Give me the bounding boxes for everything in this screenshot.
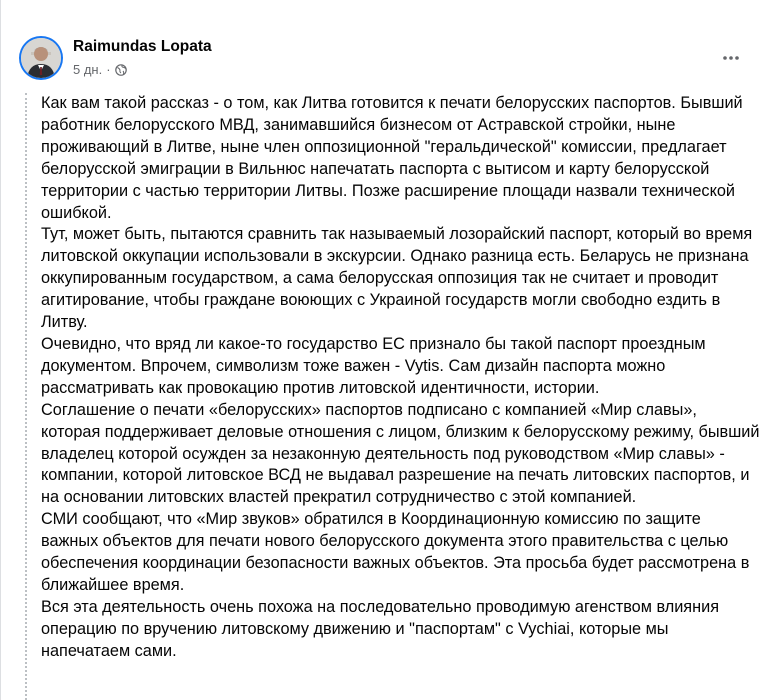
author-name[interactable]: Raimundas Lopata: [73, 38, 212, 55]
post-paragraph: Вся эта деятельность очень похожа на последовательно проводимую агенством влияния операцию по вручению литовскому движению и "паспортам" с Vychiai, которые мы напечатаем сами.: [41, 597, 720, 660]
post-paragraph: Тут, может быть, пытаются сравнить так называемый лозорайский паспорт, который во время литовской оккупации использовали в экскурсии. Однако разница есть. Беларусь не признана оккупированным государством, а сама белорусская оппозиция так не считает и проводит агитирование, чтобы граждане воюющих с Украиной государств могли свободно ездить в Литву.: [41, 225, 753, 332]
globe-icon[interactable]: [115, 64, 127, 76]
post-header: [19, 36, 759, 86]
meta-separator: ·: [106, 62, 111, 77]
more-options-icon[interactable]: [713, 40, 749, 76]
author-avatar[interactable]: [19, 36, 63, 80]
post-paragraph: Соглашение о печати «белорусских» паспортов подписано с компанией «Мир славы», которая поддерживает деловые отношения с лицом, близким к белорусскому режиму, бывший владелец которой осужден за незаконную деятельность под руководством «Мир славы» - компании, которой литовское ВСД не выдавал разрешение на печать литовских паспортов, и на основании литовских властей прекратил сотрудничество с этой компанией.: [41, 400, 760, 507]
post-paragraph: СМИ сообщают, что «Мир звуков» обратился в Координационную комиссию по защите важных объектов для печати нового белорусского документа этого правительства с целью обеспечения координации безопасности важных объектов. Эта просьба будет рассмотрена в ближайшее время.: [41, 510, 750, 594]
profile-photo: [21, 38, 61, 78]
post-paragraph: Как вам такой рассказ - о том, как Литва готовится к печати белорусских паспортов. Бывший работник белорусского МВД, занимавшийся бизнесом от Астравской стройки, ныне проживающий в Литве, ныне член оппозиционной "геральдической" комиссии, предлагает белорусской эмиграции в Вильнюс напечатать паспорта с вытисом и карту белорусской территории с частью территории Литвы. Позже расширение площади назвали технической ошибкой.: [41, 94, 743, 222]
post-meta: [73, 62, 127, 77]
person-icon: [21, 38, 61, 78]
post-paragraph: Очевидно, что вряд ли какое-то государство ЕС признало бы такой паспорт проездным документом. Впрочем, символизм тоже важен - Vytis. Сам дизайн паспорта можно рассматривать как провокацию против литовской идентичности, истории.: [41, 334, 706, 397]
post-timestamp[interactable]: 5 дн.: [73, 62, 103, 77]
post-text: [25, 93, 760, 700]
